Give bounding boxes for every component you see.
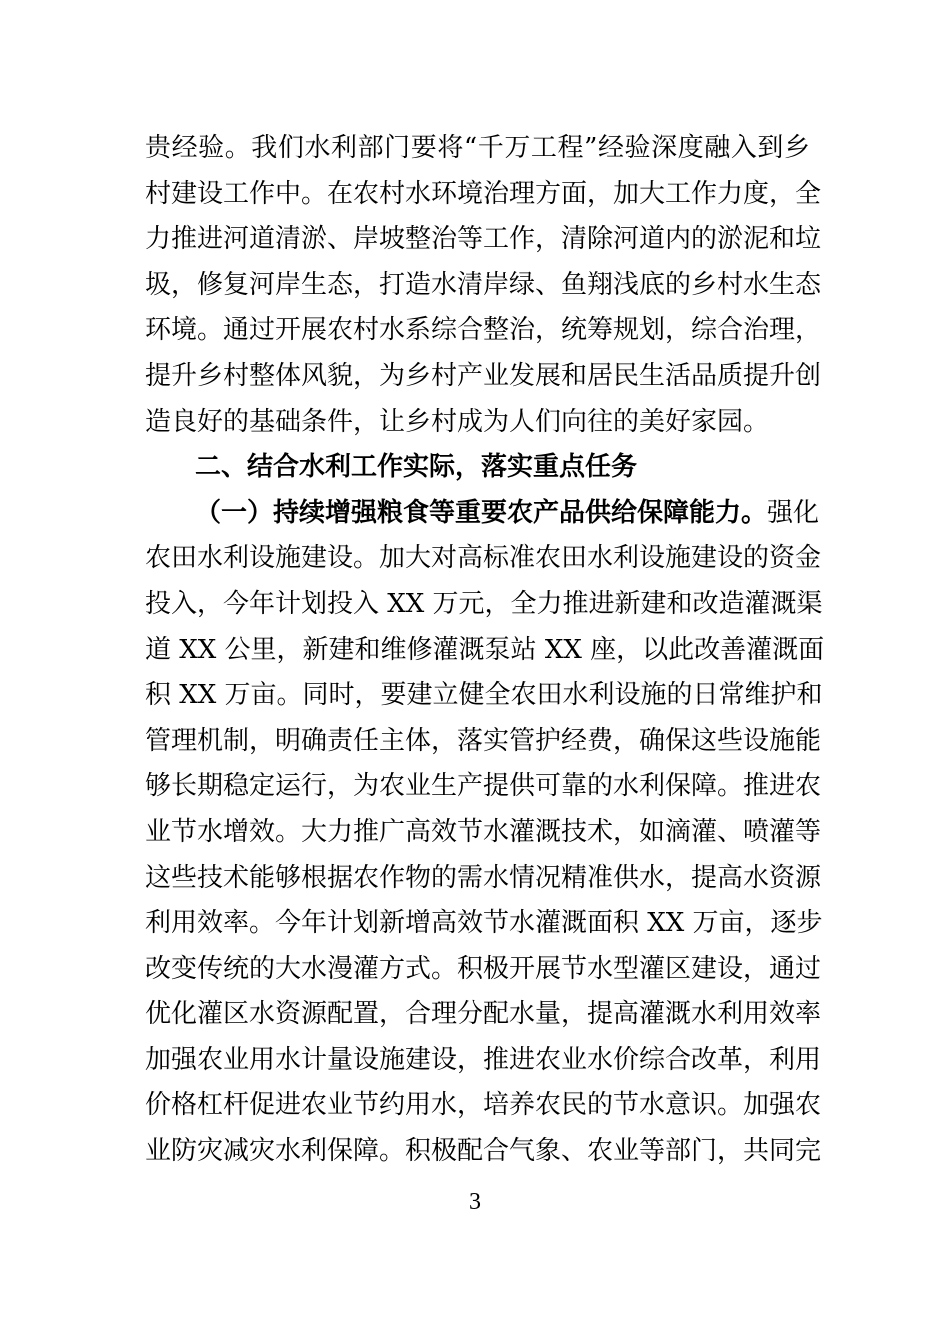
- text-line: 村建设工作中。在农村水环境治理方面，加大工作力度，全: [145, 178, 822, 209]
- section-heading: 二、结合水利工作实际，落实重点任务: [195, 452, 638, 483]
- body-text: [145, 126, 825, 1175]
- text-line: 够长期稳定运行，为农业生产提供可靠的水利保障。推进农: [145, 771, 822, 802]
- text-line: 力推进河道清淤、岸坡整治等工作，清除河道内的淤泥和垃: [145, 224, 822, 255]
- text-line: 贵经验。我们水利部门要将“千万工程”经验深度融入到乡: [145, 133, 810, 163]
- text-line: 道 XX 公里，新建和维修灌溉泵站 XX 座，以此改善灌溉面: [145, 634, 825, 665]
- text-line: 业防灾减灾水利保障。积极配合气象、农业等部门，共同完: [145, 1136, 822, 1167]
- text-line: 积 XX 万亩。同时，要建立健全农田水利设施的日常维护和: [145, 680, 823, 711]
- text-line: 优化灌区水资源配置，合理分配水量，提高灌溉水利用效率: [145, 999, 822, 1030]
- subsection-lead-line: [145, 491, 820, 537]
- text-line: 农田水利设施建设。加大对高标准农田水利设施建设的资金: [145, 543, 822, 574]
- text-line: 管理机制，明确责任主体，落实管护经费，确保这些设施能: [145, 725, 822, 756]
- text-line: 提升乡村整体风貌，为乡村产业发展和居民生活品质提升创: [145, 360, 822, 391]
- text-line: 改变传统的大水漫灌方式。积极开展节水型灌区建设，通过: [145, 953, 822, 984]
- text-line: 利用效率。今年计划新增高效节水灌溉面积 XX 万亩，逐步: [145, 908, 823, 939]
- subsection-lead-rest: 强化: [767, 497, 820, 528]
- subsection-heading: （一）持续增强粮食等重要农产品供给保障能力。: [195, 497, 768, 528]
- text-line: 价格杠杆促进农业节约用水，培养农民的节水意识。加强农: [145, 1090, 822, 1121]
- text-line: 环境。通过开展农村水系综合整治，统筹规划，综合治理，: [145, 315, 822, 346]
- text-line: 圾，修复河岸生态，打造水清岸绿、鱼翔浅底的乡村水生态: [145, 269, 822, 300]
- text-line: 这些技术能够根据农作物的需水情况精准供水，提高水资源: [145, 862, 822, 893]
- text-line: 加强农业用水计量设施建设，推进农业水价综合改革，利用: [145, 1044, 822, 1075]
- text-line: 业节水增效。大力推广高效节水灌溉技术，如滴灌、喷灌等: [145, 816, 822, 847]
- text-line: 造良好的基础条件，让乡村成为人们向往的美好家园。: [145, 406, 770, 437]
- text-line: 投入，今年计划投入 XX 万元，全力推进新建和改造灌溉渠: [145, 588, 823, 619]
- page-number: 3: [469, 1189, 481, 1215]
